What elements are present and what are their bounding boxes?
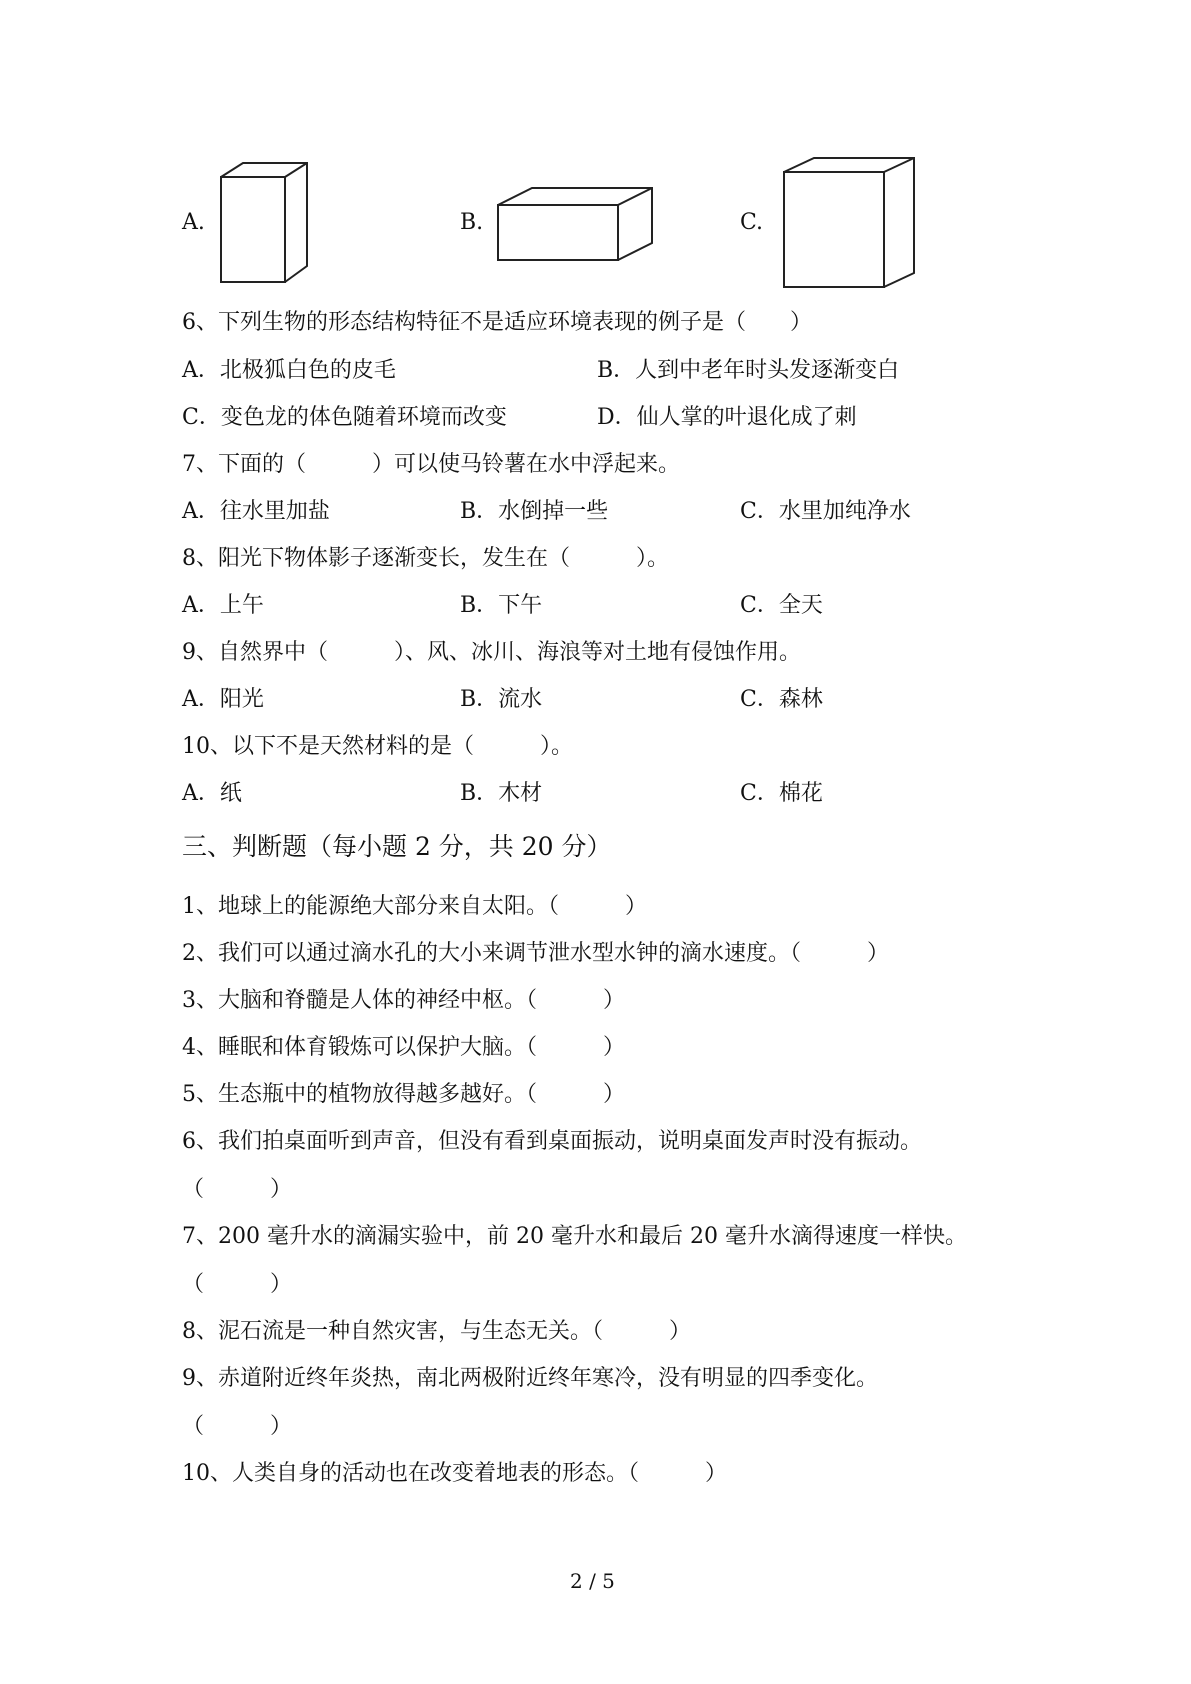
question-stem: 9、自然界中（ ）、风、冰川、海浪等对土地有侵蚀作用。 <box>182 640 801 665</box>
question-stem: 10、以下不是天然材料的是（ ）。 <box>182 734 573 759</box>
tf-item-2: 2、我们可以通过滴水孔的大小来调节泄水型水钟的滴水速度。（ ） <box>182 941 889 966</box>
shape-option-c-label: C. <box>740 210 764 235</box>
question-stem: 8、阳光下物体影子逐渐变长，发生在（ ）。 <box>182 546 669 571</box>
option-b: B．下午 <box>460 593 543 618</box>
tf-item-5: 5、生态瓶中的植物放得越多越好。（ ） <box>182 1082 625 1107</box>
option-c: C．水里加纯净水 <box>740 499 911 524</box>
tf-item-6-answer-paren: （ ） <box>182 1177 293 1202</box>
tf-item-7: 7、200 毫升水的滴漏实验中，前 20 毫升水和最后 20 毫升水滴得速度一样快。 <box>182 1224 967 1249</box>
tf-item-9: 9、赤道附近终年炎热，南北两极附近终年寒冷，没有明显的四季变化。 <box>182 1366 878 1391</box>
tf-item-6: 6、我们拍桌面听到声音，但没有看到桌面振动，说明桌面发声时没有振动。 <box>182 1129 922 1154</box>
tf-item-3: 3、大脑和脊髓是人体的神经中枢。（ ） <box>182 988 625 1013</box>
question-stem: 6、下列生物的形态结构特征不是适应环境表现的例子是（ ） <box>182 310 812 335</box>
cube-shape <box>780 156 925 296</box>
section-heading: 三、判断题（每小题 2 分，共 20 分） <box>182 832 612 861</box>
option-a: A．阳光 <box>182 687 264 712</box>
tf-item-1: 1、地球上的能源绝大部分来自太阳。（ ） <box>182 894 647 919</box>
option-c: C．全天 <box>740 593 823 618</box>
tf-item-10: 10、人类自身的活动也在改变着地表的形态。（ ） <box>182 1461 727 1486</box>
shape-option-b-label: B. <box>460 210 484 235</box>
option-c: C．森林 <box>740 687 823 712</box>
option-c: C．棉花 <box>740 781 823 806</box>
flat-box-shape <box>494 185 664 265</box>
option-b: B．人到中老年时头发逐渐变白 <box>597 358 900 383</box>
tf-item-9-answer-paren: （ ） <box>182 1414 293 1439</box>
tf-item-8: 8、泥石流是一种自然灾害，与生态无关。（ ） <box>182 1319 691 1344</box>
option-b: B．流水 <box>460 687 543 712</box>
tf-item-7-answer-paren: （ ） <box>182 1272 293 1297</box>
option-a: A．往水里加盐 <box>182 499 330 524</box>
page-number: 2 / 5 <box>570 1569 615 1593</box>
question-stem: 7、下面的（ ）可以使马铃薯在水中浮起来。 <box>182 452 680 477</box>
option-b: B．水倒掉一些 <box>460 499 609 524</box>
tf-item-4: 4、睡眠和体育锻炼可以保护大脑。（ ） <box>182 1035 625 1060</box>
option-a: A．北极狐白色的皮毛 <box>182 358 396 383</box>
shape-option-a-label: A. <box>182 210 205 235</box>
option-d: D．仙人掌的叶退化成了刺 <box>597 405 857 430</box>
option-b: B．木材 <box>460 781 543 806</box>
option-a: A．纸 <box>182 781 242 806</box>
tall-box-shape <box>215 160 315 290</box>
option-c: C．变色龙的体色随着环境而改变 <box>182 405 507 430</box>
option-a: A．上午 <box>182 593 264 618</box>
